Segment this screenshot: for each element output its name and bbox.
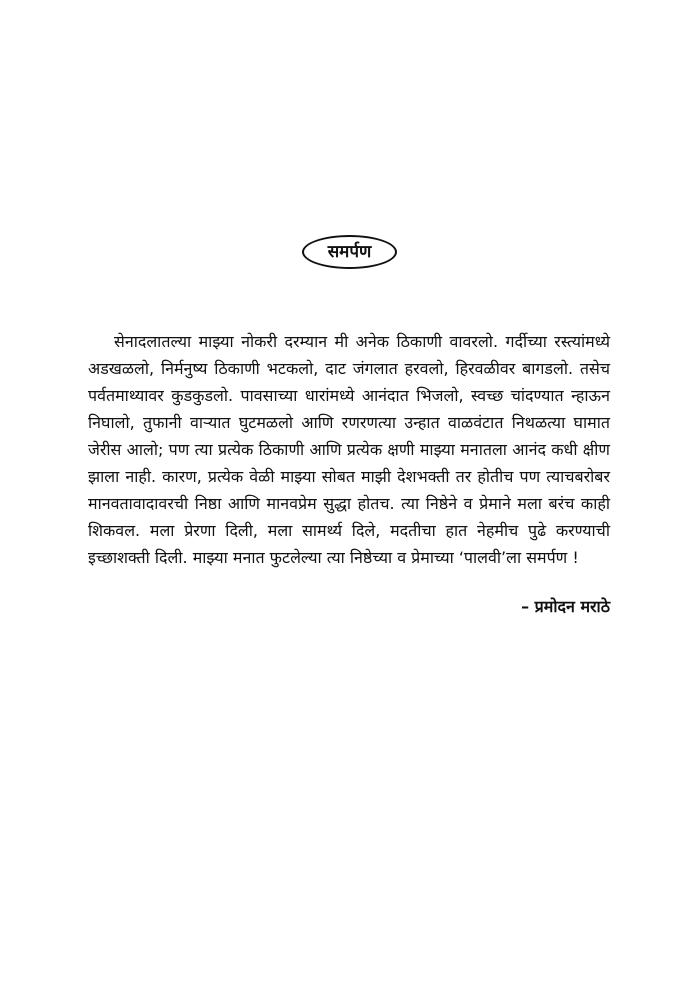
title-container bbox=[0, 235, 699, 269]
author-signature: – प्रमोदन मराठे bbox=[521, 597, 610, 616]
dedication-title: समर्पण bbox=[302, 235, 397, 269]
dedication-paragraph: सेनादलातल्या माझ्या नोकरी दरम्यान मी अनेक ठिकाणी वावरलो. गर्दीच्या रस्त्यांमध्ये अडखळलो, निर्मनुष्य ठिकाणी भटकलो, दाट जंगलात हरवलो, हिरवळीवर बागडलो. तसेच पर्वतमाथ्यावर कुडकुडलो. पावसाच्या धारांमध्ये आनंदात भिजलो, स्वच्छ चांदण्यात न्हाऊन निघालो, तुफानी वाऱ्यात घुटमळलो आणि रणरणत्या उन्हात वाळवंटात निथळत्या घामात जेरीस आलो; पण त्या प्रत्येक ठिकाणी आणि प्रत्येक क्षणी माझ्या मनातला आनंद कधी क्षीण झाला नाही. कारण, प्रत्येक वेळी माझ्या सोबत माझी देशभक्ती तर होतीच पण त्याचबरोबर मानवतावादावरची निष्ठा आणि मानवप्रेम सुद्धा होतच. त्या निष्ठेने व प्रेमाने मला बरंच काही शिकवल. मला प्रेरणा दिली, मला सामर्थ्य दिले, मदतीचा हात नेहमीच पुढे करण्याची इच्छाशक्ती दिली. माझ्या मनात फुटलेल्या त्या निष्ठेच्या व प्रेमाच्या ‘पालवी’ला समर्पण ! bbox=[88, 332, 610, 567]
